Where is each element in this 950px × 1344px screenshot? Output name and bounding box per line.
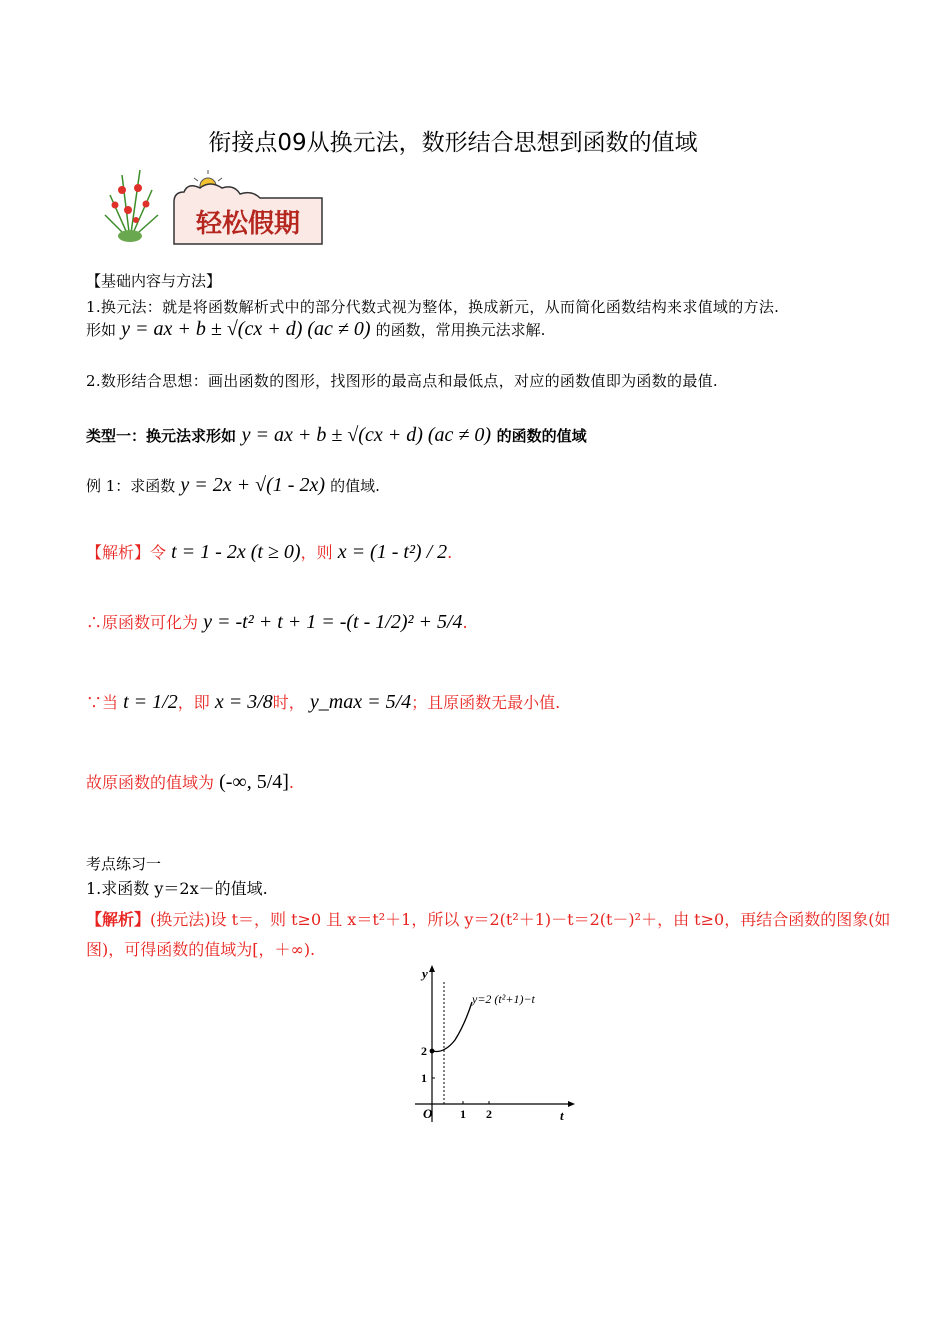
- solution-line-1-mid: ，则: [300, 543, 333, 562]
- t-value: t = 1/2: [123, 691, 178, 713]
- solution-line-2: ∴原函数可化为 y = -t² + t + 1 = -(t - 1/2)² + 5/4.: [86, 611, 468, 633]
- practice-answer-text-1: (换元法)设 t＝，则 t≥0 且 x＝t²＋1，所以 y＝2(t²＋1)－t＝2(t－)²＋，由 t≥0，再结合函数的图象(如: [150, 910, 891, 929]
- section-heading: 【基础内容与方法】: [86, 272, 222, 290]
- graph-svg: [410, 962, 580, 1132]
- method-1-formula: y = ax + b ± √(cx + d) (ac ≠ 0): [121, 318, 371, 340]
- origin-label: O: [423, 1106, 433, 1121]
- solution-line-4: 故原函数的值域为 (-∞, 5/4].: [86, 771, 294, 793]
- curve-start-point: [430, 1049, 435, 1054]
- practice-answer-line-1: [86, 907, 890, 930]
- y-tick-label-1: 1: [421, 1071, 427, 1085]
- example1-formula: y = 2x + √(1 - 2x): [180, 474, 325, 496]
- method-2-text: 2.数形结合思想：画出函数的图形，找图形的最高点和最低点，对应的函数值即为函数的最值.: [86, 372, 718, 390]
- solution-line-3-mid1: ，即: [177, 693, 210, 712]
- flower-icon: [105, 170, 158, 242]
- solution-line-1-prefix: 令: [150, 543, 167, 562]
- solution-line-3-prefix: ∵当: [86, 693, 119, 712]
- method-1-suffix: 的函数，常用换元法求解.: [375, 321, 546, 339]
- solution-line-1: 【解析】令 t = 1 - 2x (t ≥ 0)，则 x = (1 - t²) / 2.: [86, 541, 453, 563]
- y-tick-label-2: 2: [421, 1044, 427, 1058]
- x-in-terms-of-t-formula: x = (1 - t²) / 2: [337, 541, 448, 563]
- x-tick-label-2: 2: [486, 1107, 492, 1121]
- y-max-value: y_max = 5/4: [309, 691, 412, 713]
- function-curve: [432, 1002, 472, 1052]
- solution-line-3-mid2: 时，: [272, 693, 305, 712]
- solution-line-3: [86, 690, 560, 714]
- example1-prefix: 例 1：求函数: [86, 477, 176, 495]
- solution-tag: 【解析】: [86, 543, 151, 562]
- banner-text: 轻松假期: [195, 209, 301, 239]
- method-1-formula-line: [86, 318, 545, 341]
- y-axis-arrow: [429, 965, 435, 972]
- type1-prefix: 类型一：换元法求形如: [86, 427, 237, 445]
- function-graph: [410, 962, 580, 1132]
- example1-suffix: 的值域.: [330, 477, 380, 495]
- holiday-banner: [100, 160, 330, 246]
- example1-question: [86, 474, 380, 497]
- practice-heading: 考点练习一: [86, 855, 162, 873]
- flower-banner-graphic: [100, 160, 330, 246]
- solution-line-3-suffix: ；且原函数无最小值.: [411, 693, 561, 712]
- type1-suffix: 的函数的值域: [496, 427, 587, 445]
- x-axis-arrow: [568, 1101, 575, 1107]
- method-1-text: 1.换元法：就是将函数解析式中的部分代数式视为整体，换成新元，从而简化函数结构来求值域的方法.: [86, 298, 780, 316]
- solution-line-4-prefix: 故原函数的值域为: [86, 773, 215, 792]
- method-1-prefix: 形如: [86, 321, 117, 339]
- x-value: x = 3/8: [214, 691, 273, 713]
- x-tick-label-1: 1: [460, 1107, 466, 1121]
- page-title: 衔接点09从换元法，数形结合思想到函数的值域: [208, 130, 698, 156]
- range-formula: (-∞, 5/4]: [219, 771, 289, 793]
- type1-heading: [86, 424, 587, 447]
- solution-line-2-prefix: ∴原函数可化为: [86, 613, 199, 632]
- y-axis-label: y: [422, 966, 428, 981]
- type1-formula: y = ax + b ± √(cx + d) (ac ≠ 0): [241, 424, 492, 446]
- practice-question-1: 1.求函数 y＝2x－的值域.: [86, 879, 268, 898]
- transformed-function-formula: y = -t² + t + 1 = -(t - 1/2)² + 5/4: [203, 611, 463, 633]
- practice-answer-tag: 【解析】: [86, 910, 151, 929]
- practice-answer-line-2: 图)，可得函数的值域为[，＋∞).: [86, 940, 316, 959]
- x-axis-label: t: [560, 1108, 564, 1123]
- curve-label: y=2 (t²+1)−t: [472, 992, 535, 1006]
- substitution-formula: t = 1 - 2x (t ≥ 0): [171, 541, 301, 563]
